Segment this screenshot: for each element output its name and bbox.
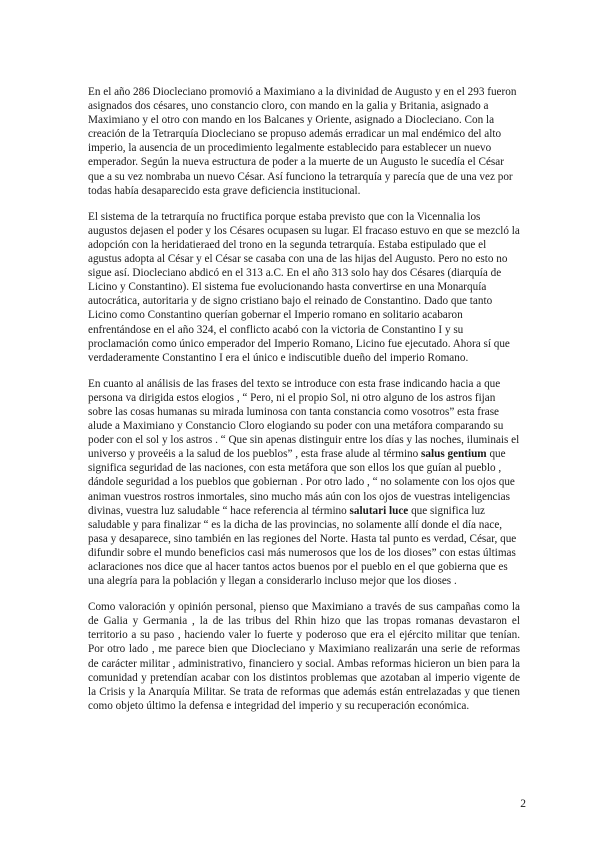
paragraph-3 [88,377,520,588]
paragraph-4: Como valoración y opinión personal, pienso que Maximiano a través de sus campañas como la de Galia y Germania , la de las tribus del Rhin hizo que las tropas romanas devastaron el territorio a su paso , haciendo valer lo fuerte y poderoso que era el ejército militar que tenían. Por otro lado , me parece bien que Diocleciano y Maximiano realizarán una serie de reformas de carácter militar , administrativo, financiero y social. Ambas reformas hicieron un bien para la comunidad y pretendían acabar con los distintos problemas que azotaban al imperio vigente de la Crisis y la Anarquía Militar. Se trata de reformas que además están entrelazadas y que tienen como objeto último la defensa e integridad del imperio y su recuperación económica. [88,601,520,712]
paragraph-3-text-b: que significa seguridad de las naciones, con esta metáfora que son ellos los que guían al pueblo , dándole seguridad a los pueblos que gobiernan . Por otro lado , “ no solamente con los ojos que animan vuestros rostros inmortales, sino mucho más aún con los ojos de vuestras inteligencias divinas, vuestra luz saludable “ hace referencia al término [88,448,515,517]
paragraph-3-text-c: que significa luz saludable y para finalizar “ es la dicha de las provincias, no solamente allí donde el día nace, pasa y desaparece, sino también en las regiones del Norte. Hasta tal punto es verdad, César, que difundir sobre el mundo beneficios casi más numerosos que los de los dioses” con estas últimas aclaraciones nos dice que al hacer tantos actos buenos por el pueblo en el que gobierna que es una alegría para la población y llegan a considerarlo incluso mejor que los dioses . [88,504,517,588]
term-salus-gentium: salus gentium [421,448,487,461]
paragraph-1: En el año 286 Diocleciano promovió a Maximiano a la divinidad de Augusto y en el 293 fueron asignados dos césares, uno constancio cloro, con mando en la galia y Britania, asignado a Maximiano y el otro con mando en los Balcanes y Oriente, asignado a Diocleciano. Con la creación de la Tetrarquía Diocleciano se propuso además erradicar un mal endémico del alto imperio, la ausencia de un procedimiento legalmente establecido para establecer un nuevo emperador. Según la nueva estructura de poder a la muerte de un Augusto le sucedía el César que a su vez nombraba un nuevo César. Así funciono la tetrarquía y parecía que de una vez por todas había desaparecido esta grave deficiencia institucional. [88,86,517,197]
paragraph-2: El sistema de la tetrarquía no fructifica porque estaba previsto que con la Vicennalia los augustos dejasen el poder y los Césares ocupasen su lugar. El fracaso estuvo en que se mezcló la adopción con la heridatieraed del trono en la segunda tetrarquía. Estaba estipulado que el agustus adopta al César y el César se casaba con una de las hijas del Augusto. Pero no esto no sigue así. Diocleciano abdicó en el 313 a.C. En el año 313 solo hay dos Césares (diarquía de Licino y Constantino). El sistema fue evolucionando hasta convertirse en una Monarquía autocrática, autoritaria y de signo cristiano bajo el reinado de Constantino. Dado que tanto Licino como Constantino querían gobernar el Imperio romano en solitario acabaron enfrentándose en el año 324, el conflicto acabó con la victoria de Constantino I y su proclamación como único emperador del Imperio Romano, Licino fue ejecutado. Ahora sí que verdaderamente Constantino I era el único e indiscutible dueño del imperio Romano. [88,210,520,364]
page-number: 2 [520,798,526,810]
document-body [88,85,520,725]
paragraph-3-text-a: En cuanto al análisis de las frases del texto se introduce con esta frase indicando hacia a que persona va dirigida estos elogios , “ Pero, ni el propio Sol, ni otro alguno de los astros fijan sobre las cosas humanas su mirada luminosa con tanta constancia como vosotros” esta frase alude a Maximiano y Constancio Cloro elogiando su poder con una metáfora comparando su poder con el sol y los astros . “ Que sin apenas distinguir entre los días y las noches, iluminais el universo y proveéis a la salud de los pueblos” , esta frase alude al término [88,377,520,461]
term-salutari-luce: salutari luce [349,504,409,517]
